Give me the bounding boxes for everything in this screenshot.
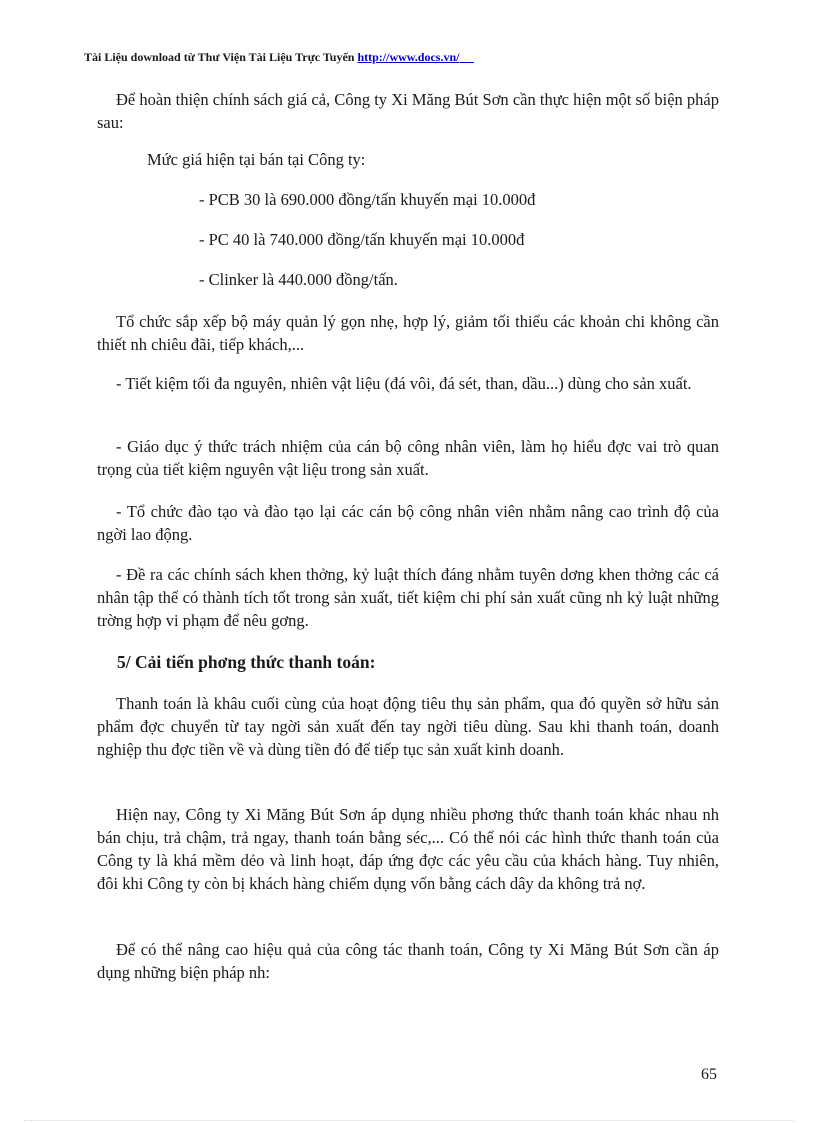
price-item: - PC 40 là 740.000 đồng/tấn khuyến mại 10.000đ bbox=[199, 230, 525, 249]
header-text: Tài Liệu download từ Thư Viện Tài Liệu Trực Tuyến bbox=[84, 50, 358, 64]
body-paragraph: - Tổ chức đào tạo và đào tạo lại các cán bộ công nhân viên nhằm nâng cao trình độ của ngời lao động. bbox=[97, 502, 719, 544]
body-paragraph: - Giáo dục ý thức trách nhiệm của cán bộ công nhân viên, làm họ hiểu đợc vai trò quan trọng của tiết kiệm nguyên vật liệu trong sản xuất. bbox=[97, 437, 719, 479]
page-number: 65 bbox=[701, 1066, 717, 1083]
body-paragraph: Để có thể nâng cao hiệu quả của công tác thanh toán, Công ty Xi Măng Bút Sơn cần áp dụng những biện pháp nh: bbox=[97, 940, 719, 982]
header-link-trail bbox=[460, 62, 474, 63]
price-item: - PCB 30 là 690.000 đồng/tấn khuyến mại 10.000đ bbox=[199, 190, 536, 209]
intro-paragraph: Để hoàn thiện chính sách giá cả, Công ty Xi Măng Bút Sơn cần thực hiện một số biện pháp sau: bbox=[97, 90, 719, 132]
price-item: - Clinker là 440.000 đồng/tấn. bbox=[199, 270, 398, 289]
body-paragraph: Tổ chức sắp xếp bộ máy quản lý gọn nhẹ, hợp lý, giảm tối thiểu các khoản chi không cần thiết nh chiêu đãi, tiếp khách,... bbox=[97, 312, 719, 354]
body-paragraph: - Tiết kiệm tối đa nguyên, nhiên vật liệu (đá vôi, đá sét, than, dầu...) dùng cho sản xuất. bbox=[116, 374, 692, 393]
page-header bbox=[84, 50, 474, 65]
header-link[interactable]: http://www.docs.vn/ bbox=[357, 50, 460, 64]
body-paragraph: - Đề ra các chính sách khen thởng, kỷ luật thích đáng nhằm tuyên dơng khen thởng các cá nhân tập thể có thành tích tốt trong sản xuất, tiết kiệm chi phí sản xuất cũng nh kỷ luật những trờng hợp vi phạm để nêu gơng. bbox=[97, 565, 719, 630]
body-paragraph: Hiện nay, Công ty Xi Măng Bút Sơn áp dụng nhiều phơng thức thanh toán khác nhau nh bán chịu, trả chậm, trả ngay, thanh toán bằng séc,... Có thể nói các hình thức thanh toán của Công ty là khá mềm dẻo và linh hoạt, đáp ứng đợc các yêu cầu của khách hàng. Tuy nhiên, đôi khi Công ty còn bị khách hàng chiếm dụng vốn bằng cách dây da không trả nợ. bbox=[97, 805, 719, 893]
page-bottom-divider bbox=[24, 1120, 794, 1121]
price-intro: Mức giá hiện tại bán tại Công ty: bbox=[147, 150, 366, 169]
body-paragraph: Thanh toán là khâu cuối cùng của hoạt động tiêu thụ sản phẩm, qua đó quyền sở hữu sản phẩm đợc chuyển từ tay ngời sản xuất đến tay ngời tiêu dùng. Sau khi thanh toán, doanh nghiệp thu đợc tiền về và dùng tiền đó để tiếp tục sản xuất kinh doanh. bbox=[97, 694, 719, 759]
section-heading: 5/ Cải tiến phơng thức thanh toán: bbox=[117, 652, 376, 672]
